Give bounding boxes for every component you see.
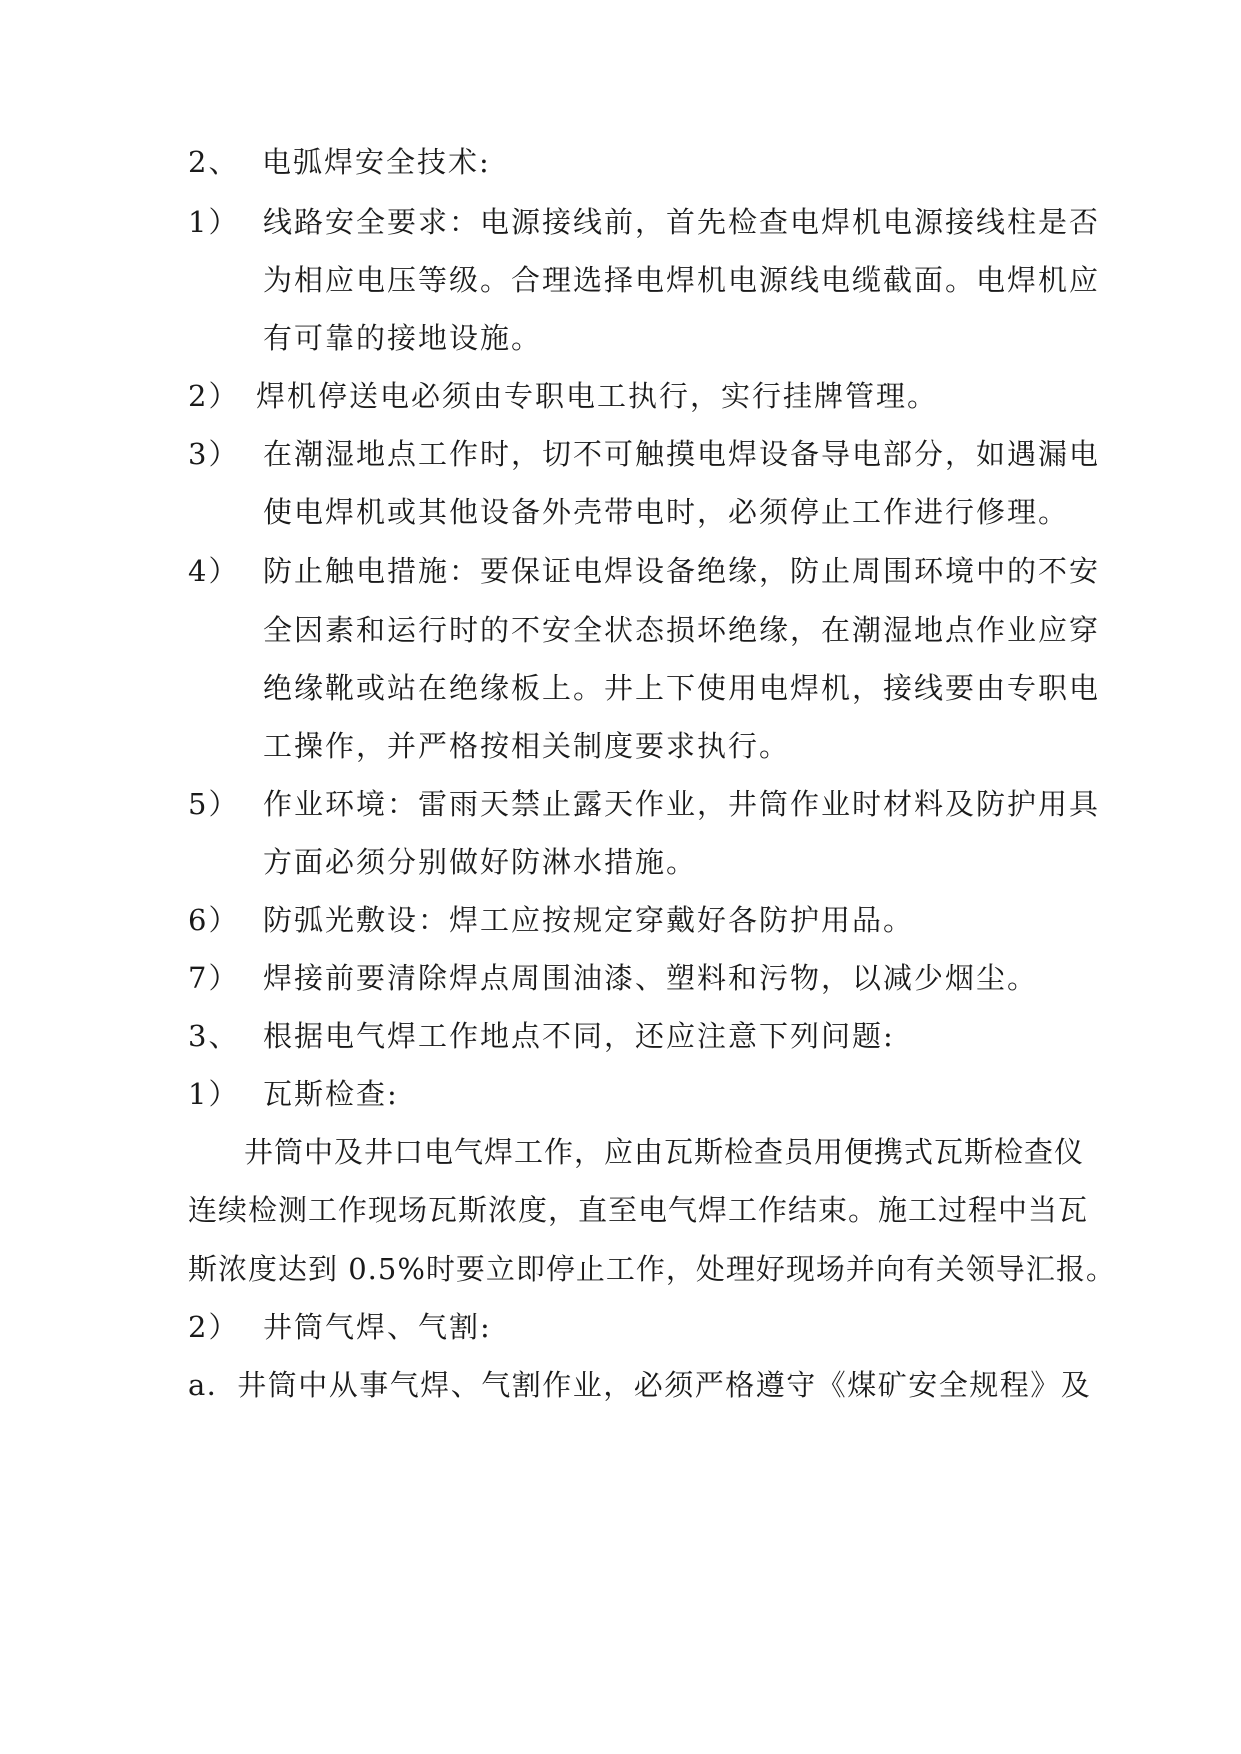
list-item-text: 井筒气焊、气割: — [263, 1310, 492, 1344]
list-item-text: 有可靠的接地设施。 — [263, 321, 543, 355]
list-marker: 2） — [188, 379, 240, 413]
list-item-text: 防弧光敷设：焊工应按规定穿戴好各防护用品。 — [263, 903, 915, 937]
paragraph-text: 连续检测工作现场瓦斯浓度，直至电气焊工作结束。施工过程中当瓦 — [188, 1193, 1089, 1227]
list-marker: 4） — [188, 554, 240, 588]
list-item-text: 焊机停送电必须由专职电工执行，实行挂牌管理。 — [256, 379, 939, 413]
list-marker: 2） — [188, 1310, 240, 1344]
list-marker: 6） — [188, 903, 240, 937]
list-item-text: 为相应电压等级。合理选择电焊机电源线电缆截面。电焊机应 — [263, 263, 1101, 297]
list-item-text: 在潮湿地点工作时，切不可触摸电焊设备导电部分，如遇漏电 — [263, 437, 1101, 471]
list-item-text: 作业环境：雷雨天禁止露天作业，井筒作业时材料及防护用具 — [263, 787, 1101, 821]
list-marker: 5） — [188, 787, 240, 821]
paragraph-text: a．井筒中从事气焊、气割作业，必须严格遵守《煤矿安全规程》及 — [188, 1368, 1092, 1402]
list-item-text: 全因素和运行时的不安全状态损坏绝缘，在潮湿地点作业应穿 — [263, 613, 1101, 647]
list-item-text: 绝缘靴或站在绝缘板上。井上下使用电焊机，接线要由专职电 — [263, 671, 1101, 705]
list-item-text: 工操作，并严格按相关制度要求执行。 — [263, 729, 791, 763]
list-item-text: 防止触电措施：要保证电焊设备绝缘，防止周围环境中的不安 — [263, 554, 1101, 588]
list-marker: 7） — [188, 961, 240, 995]
list-item-text: 线路安全要求：电源接线前，首先检查电焊机电源接线柱是否 — [263, 205, 1101, 239]
list-marker: 1） — [188, 1077, 240, 1111]
list-item-text: 使电焊机或其他设备外壳带电时，必须停止工作进行修理。 — [263, 495, 1070, 529]
list-marker: 1） — [188, 205, 240, 239]
list-item-text: 焊接前要清除焊点周围油漆、塑料和污物，以减少烟尘。 — [263, 961, 1039, 995]
list-marker: 3、 — [188, 1019, 240, 1053]
list-item-text: 方面必须分别做好防淋水措施。 — [263, 845, 698, 879]
list-item-text: 瓦斯检查: — [263, 1077, 399, 1111]
heading-text: 根据电气焊工作地点不同，还应注意下列问题: — [263, 1019, 895, 1053]
list-marker: 3） — [188, 437, 240, 471]
list-marker: 2、 — [188, 145, 240, 179]
paragraph-text: 井筒中及井口电气焊工作，应由瓦斯检查员用便携式瓦斯检查仪 — [244, 1135, 1085, 1169]
heading-text: 电弧焊安全技术: — [262, 145, 491, 179]
paragraph-text: 斯浓度达到 0.5%时要立即停止工作，处理好现场并向有关领导汇报。 — [188, 1252, 1116, 1286]
